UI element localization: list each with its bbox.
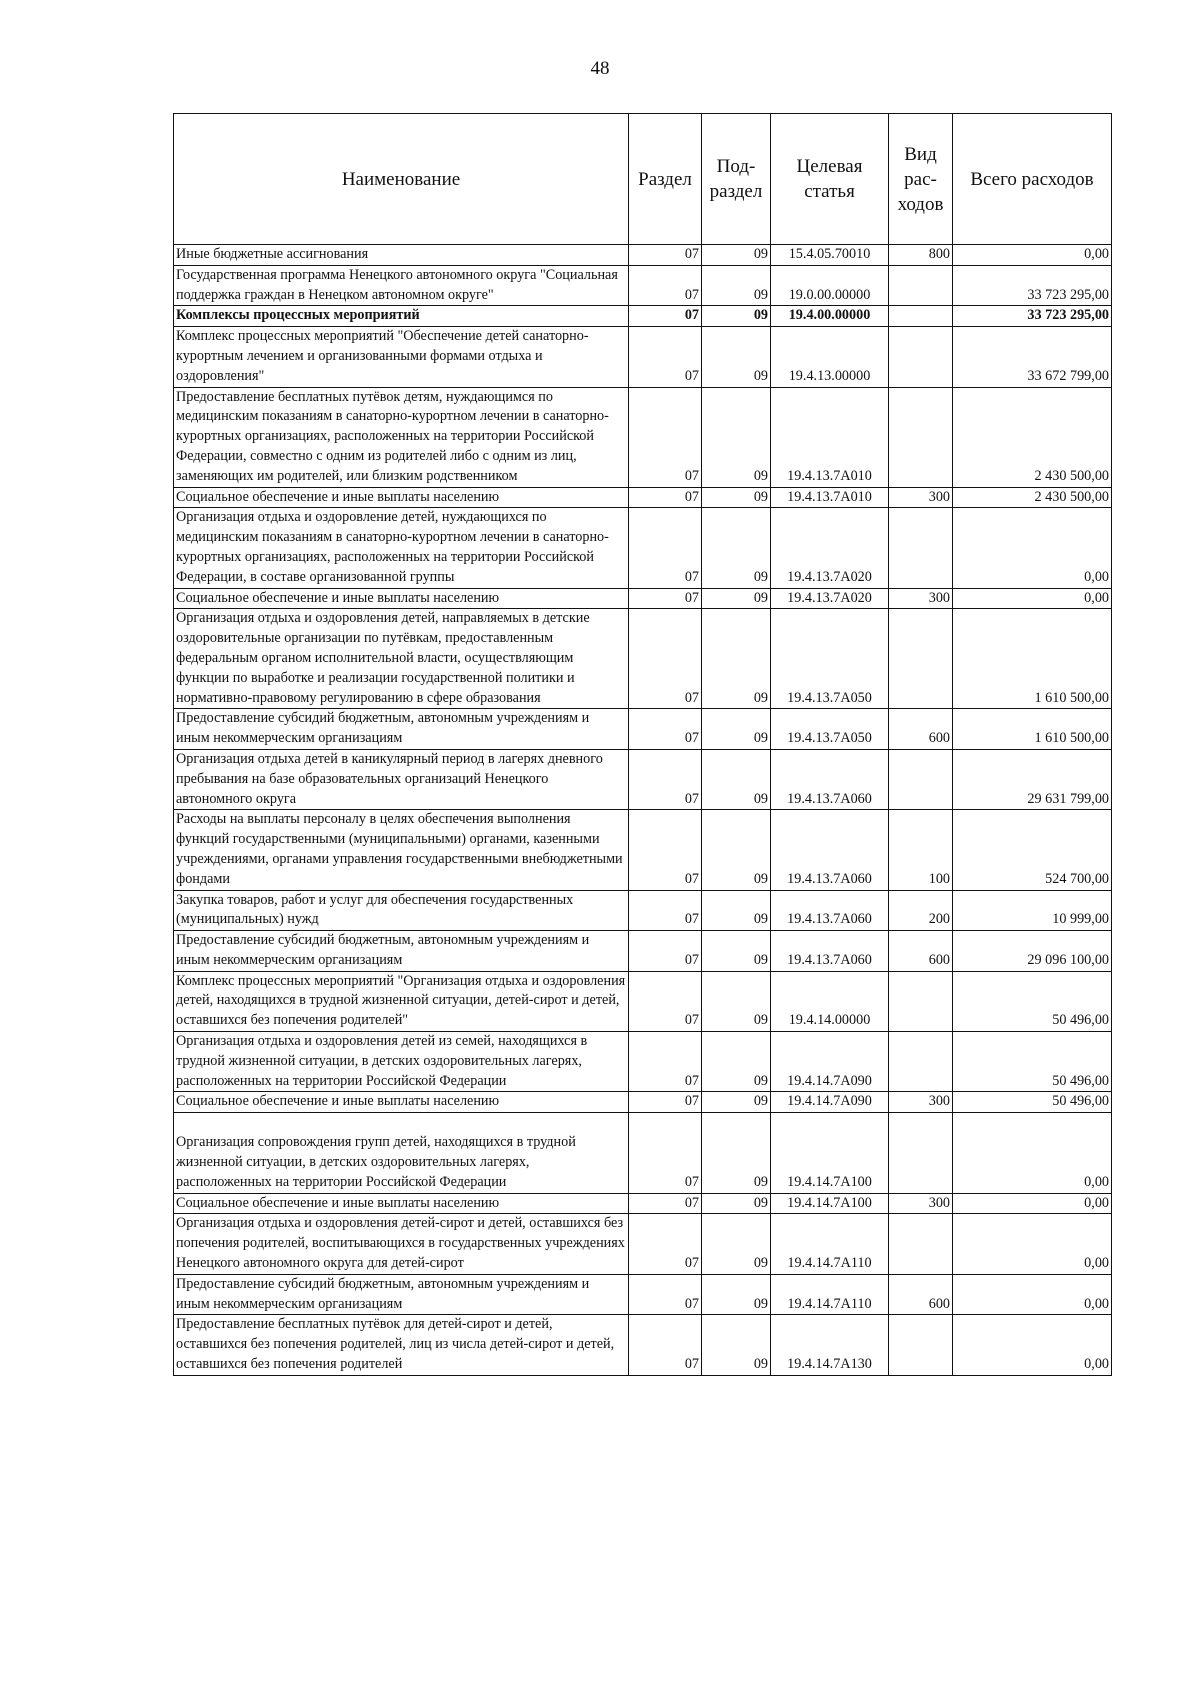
- cell-celevaya-statya: 19.4.13.7А020: [771, 588, 889, 609]
- cell-podrazdel: 09: [702, 327, 771, 387]
- cell-podrazdel: 09: [702, 387, 771, 487]
- cell-name: Социальное обеспечение и иные выплаты населению: [174, 487, 629, 508]
- cell-name: Комплексы процессных мероприятий: [174, 306, 629, 327]
- cell-vid-rashodov: 300: [889, 588, 953, 609]
- header-vid-rashodov: Вид рас- ходов: [889, 114, 953, 245]
- cell-celevaya-statya: 19.4.14.7А110: [771, 1274, 889, 1315]
- cell-celevaya-statya: 19.4.14.7А100: [771, 1113, 889, 1193]
- cell-total: 0,00: [953, 508, 1112, 588]
- cell-podrazdel: 09: [702, 1113, 771, 1193]
- cell-name: Предоставление субсидий бюджетным, автономным учреждениям и иным некоммерческим организациям: [174, 931, 629, 972]
- table-row: [174, 1193, 1112, 1214]
- cell-podrazdel: 09: [702, 487, 771, 508]
- cell-celevaya-statya: 19.0.00.00000: [771, 265, 889, 306]
- cell-celevaya-statya: 19.4.13.00000: [771, 327, 889, 387]
- cell-podrazdel: 09: [702, 265, 771, 306]
- cell-total: 33 672 799,00: [953, 327, 1112, 387]
- cell-vid-rashodov: [889, 609, 953, 709]
- cell-celevaya-statya: 19.4.13.7А010: [771, 487, 889, 508]
- cell-vid-rashodov: [889, 265, 953, 306]
- cell-vid-rashodov: 300: [889, 487, 953, 508]
- cell-vid-rashodov: [889, 1113, 953, 1193]
- cell-vid-rashodov: [889, 1315, 953, 1375]
- cell-total: 29 631 799,00: [953, 749, 1112, 809]
- cell-total: 2 430 500,00: [953, 387, 1112, 487]
- cell-podrazdel: 09: [702, 1214, 771, 1274]
- cell-name: Социальное обеспечение и иные выплаты населению: [174, 1193, 629, 1214]
- cell-celevaya-statya: 19.4.13.7А020: [771, 508, 889, 588]
- cell-razdel: 07: [629, 1315, 702, 1375]
- table-row: [174, 709, 1112, 750]
- cell-vid-rashodov: 300: [889, 1092, 953, 1113]
- cell-razdel: 07: [629, 588, 702, 609]
- cell-razdel: 07: [629, 1274, 702, 1315]
- cell-vid-rashodov: 200: [889, 890, 953, 931]
- header-name: Наименование: [174, 114, 629, 245]
- cell-name: Организация отдыха детей в каникулярный период в лагерях дневного пребывания на базе образовательных организаций Ненецкого автономного округа: [174, 749, 629, 809]
- cell-razdel: 07: [629, 327, 702, 387]
- cell-total: 0,00: [953, 1274, 1112, 1315]
- cell-total: 50 496,00: [953, 1092, 1112, 1113]
- table-row: [174, 1274, 1112, 1315]
- cell-podrazdel: 09: [702, 245, 771, 266]
- header-celevaya-statya: Целевая статья: [771, 114, 889, 245]
- cell-celevaya-statya: 19.4.14.7А090: [771, 1092, 889, 1113]
- cell-celevaya-statya: 19.4.14.00000: [771, 971, 889, 1031]
- cell-razdel: 07: [629, 387, 702, 487]
- cell-total: 10 999,00: [953, 890, 1112, 931]
- table-row: [174, 749, 1112, 809]
- cell-razdel: 07: [629, 306, 702, 327]
- cell-total: 0,00: [953, 1193, 1112, 1214]
- cell-vid-rashodov: [889, 387, 953, 487]
- cell-total: 0,00: [953, 1113, 1112, 1193]
- cell-celevaya-statya: 19.4.14.7А100: [771, 1193, 889, 1214]
- table-row: [174, 306, 1112, 327]
- cell-razdel: 07: [629, 810, 702, 890]
- cell-celevaya-statya: 19.4.14.7А110: [771, 1214, 889, 1274]
- cell-vid-rashodov: [889, 508, 953, 588]
- cell-celevaya-statya: 19.4.13.7А060: [771, 931, 889, 972]
- budget-table: [173, 113, 1112, 1376]
- table-row: [174, 1315, 1112, 1375]
- table-row: [174, 609, 1112, 709]
- cell-name: Предоставление субсидий бюджетным, автономным учреждениям и иным некоммерческим организациям: [174, 1274, 629, 1315]
- table-row: [174, 245, 1112, 266]
- cell-podrazdel: 09: [702, 609, 771, 709]
- cell-name: Организация отдыха и оздоровления детей, направляемых в детские оздоровительные организации по путёвкам, предоставленным федеральным органом исполнительной власти, осуществляющим функции по выработке и реализации государственной политики и нормативно-правовому регулированию в сфере образования: [174, 609, 629, 709]
- cell-name: Организация отдыха и оздоровления детей из семей, находящихся в трудной жизненной ситуации, в детских оздоровительных лагерях, расположенных на территории Российской Федерации: [174, 1032, 629, 1092]
- cell-vid-rashodov: 100: [889, 810, 953, 890]
- cell-total: 50 496,00: [953, 971, 1112, 1031]
- cell-vid-rashodov: [889, 749, 953, 809]
- cell-name: Комплекс процессных мероприятий "Обеспечение детей санаторно-курортным лечением и организованными формами отдыха и оздоровления": [174, 327, 629, 387]
- cell-celevaya-statya: 19.4.13.7А010: [771, 387, 889, 487]
- header-total: Всего расходов: [953, 114, 1112, 245]
- cell-total: 0,00: [953, 245, 1112, 266]
- cell-vid-rashodov: [889, 971, 953, 1031]
- cell-razdel: 07: [629, 971, 702, 1031]
- cell-celevaya-statya: 19.4.14.7А090: [771, 1032, 889, 1092]
- table-row: [174, 588, 1112, 609]
- cell-celevaya-statya: 19.4.13.7А060: [771, 890, 889, 931]
- header-razdel: Раздел: [629, 114, 702, 245]
- table-row: [174, 1092, 1112, 1113]
- cell-name: Организация отдыха и оздоровление детей, нуждающихся по медицинским показаниям в санаторно-курортном лечении в санаторно-курортных организациях, расположенных на территории Российской Федерации, в составе организованной группы: [174, 508, 629, 588]
- cell-vid-rashodov: [889, 1214, 953, 1274]
- cell-name: Социальное обеспечение и иные выплаты населению: [174, 1092, 629, 1113]
- cell-razdel: 07: [629, 609, 702, 709]
- cell-name: Предоставление бесплатных путёвок детям, нуждающимся по медицинским показаниям в санаторно-курортном лечении в санаторно-курортных организациях, расположенных на территории Российской Федерации, совместно с одним из родителей либо с одним из лиц, заменяющих им родителей, или близким родственником: [174, 387, 629, 487]
- cell-celevaya-statya: 19.4.13.7А060: [771, 810, 889, 890]
- cell-total: 2 430 500,00: [953, 487, 1112, 508]
- table-row: [174, 810, 1112, 890]
- cell-podrazdel: 09: [702, 1315, 771, 1375]
- table-row: [174, 890, 1112, 931]
- cell-name: Иные бюджетные ассигнования: [174, 245, 629, 266]
- cell-celevaya-statya: 19.4.13.7А060: [771, 749, 889, 809]
- cell-razdel: 07: [629, 1092, 702, 1113]
- cell-podrazdel: 09: [702, 588, 771, 609]
- cell-total: 0,00: [953, 588, 1112, 609]
- cell-podrazdel: 09: [702, 1092, 771, 1113]
- cell-vid-rashodov: 300: [889, 1193, 953, 1214]
- cell-podrazdel: 09: [702, 1032, 771, 1092]
- cell-name: Закупка товаров, работ и услуг для обеспечения государственных (муниципальных) нужд: [174, 890, 629, 931]
- cell-podrazdel: 09: [702, 749, 771, 809]
- cell-podrazdel: 09: [702, 810, 771, 890]
- page-number: 48: [590, 58, 610, 79]
- cell-total: 1 610 500,00: [953, 609, 1112, 709]
- cell-razdel: 07: [629, 709, 702, 750]
- cell-total: 1 610 500,00: [953, 709, 1112, 750]
- table-row: [174, 971, 1112, 1031]
- cell-name: Предоставление субсидий бюджетным, автономным учреждениям и иным некоммерческим организациям: [174, 709, 629, 750]
- cell-podrazdel: 09: [702, 971, 771, 1031]
- cell-razdel: 07: [629, 890, 702, 931]
- cell-total: 50 496,00: [953, 1032, 1112, 1092]
- cell-total: 0,00: [953, 1315, 1112, 1375]
- cell-razdel: 07: [629, 1214, 702, 1274]
- cell-razdel: 07: [629, 1193, 702, 1214]
- cell-podrazdel: 09: [702, 931, 771, 972]
- cell-podrazdel: 09: [702, 1193, 771, 1214]
- cell-razdel: 07: [629, 487, 702, 508]
- table-row: [174, 327, 1112, 387]
- cell-vid-rashodov: [889, 306, 953, 327]
- cell-razdel: 07: [629, 749, 702, 809]
- cell-celevaya-statya: 19.4.13.7А050: [771, 609, 889, 709]
- cell-razdel: 07: [629, 1113, 702, 1193]
- cell-razdel: 07: [629, 931, 702, 972]
- cell-celevaya-statya: 19.4.13.7А050: [771, 709, 889, 750]
- table-row: [174, 931, 1112, 972]
- cell-name: Социальное обеспечение и иные выплаты населению: [174, 588, 629, 609]
- table-row: [174, 1113, 1112, 1193]
- table-body: [174, 245, 1112, 1376]
- table-row: [174, 1032, 1112, 1092]
- cell-name: Предоставление бесплатных путёвок для детей-сирот и детей, оставшихся без попечения родителей, лиц из числа детей-сирот и детей, оставшихся без попечения родителей: [174, 1315, 629, 1375]
- cell-name: Расходы на выплаты персоналу в целях обеспечения выполнения функций государственными (муниципальными) органами, казенными учреждениями, органами управления государственными внебюджетными фондами: [174, 810, 629, 890]
- table-row: [174, 508, 1112, 588]
- header-podrazdel: Под- раздел: [702, 114, 771, 245]
- cell-podrazdel: 09: [702, 306, 771, 327]
- cell-total: 33 723 295,00: [953, 306, 1112, 327]
- table-row: [174, 487, 1112, 508]
- cell-vid-rashodov: [889, 327, 953, 387]
- cell-total: 29 096 100,00: [953, 931, 1112, 972]
- cell-razdel: 07: [629, 245, 702, 266]
- cell-name: Комплекс процессных мероприятий "Организация отдыха и оздоровления детей, находящихся в трудной жизненной ситуации, детей-сирот и детей, оставшихся без попечения родителей": [174, 971, 629, 1031]
- cell-podrazdel: 09: [702, 1274, 771, 1315]
- cell-razdel: 07: [629, 1032, 702, 1092]
- cell-vid-rashodov: [889, 1032, 953, 1092]
- cell-total: 33 723 295,00: [953, 265, 1112, 306]
- cell-celevaya-statya: 19.4.14.7А130: [771, 1315, 889, 1375]
- cell-total: 0,00: [953, 1214, 1112, 1274]
- cell-name: Организация сопровождения групп детей, находящихся в трудной жизненной ситуации, в детских оздоровительных лагерях, расположенных на территории Российской Федерации: [174, 1113, 629, 1193]
- cell-vid-rashodov: 600: [889, 1274, 953, 1315]
- cell-celevaya-statya: 19.4.00.00000: [771, 306, 889, 327]
- cell-vid-rashodov: 600: [889, 931, 953, 972]
- table-header-row: [174, 114, 1112, 245]
- cell-podrazdel: 09: [702, 709, 771, 750]
- cell-celevaya-statya: 15.4.05.70010: [771, 245, 889, 266]
- cell-vid-rashodov: 800: [889, 245, 953, 266]
- cell-vid-rashodov: 600: [889, 709, 953, 750]
- cell-podrazdel: 09: [702, 508, 771, 588]
- table-row: [174, 387, 1112, 487]
- cell-total: 524 700,00: [953, 810, 1112, 890]
- cell-name: Организация отдыха и оздоровления детей-сирот и детей, оставшихся без попечения родителей, воспитывающихся в государственных учреждениях Ненецкого автономного округа для детей-сирот: [174, 1214, 629, 1274]
- cell-podrazdel: 09: [702, 890, 771, 931]
- table-row: [174, 1214, 1112, 1274]
- cell-razdel: 07: [629, 265, 702, 306]
- cell-name: Государственная программа Ненецкого автономного округа "Социальная поддержка граждан в Ненецком автономном округе": [174, 265, 629, 306]
- cell-razdel: 07: [629, 508, 702, 588]
- table-row: [174, 265, 1112, 306]
